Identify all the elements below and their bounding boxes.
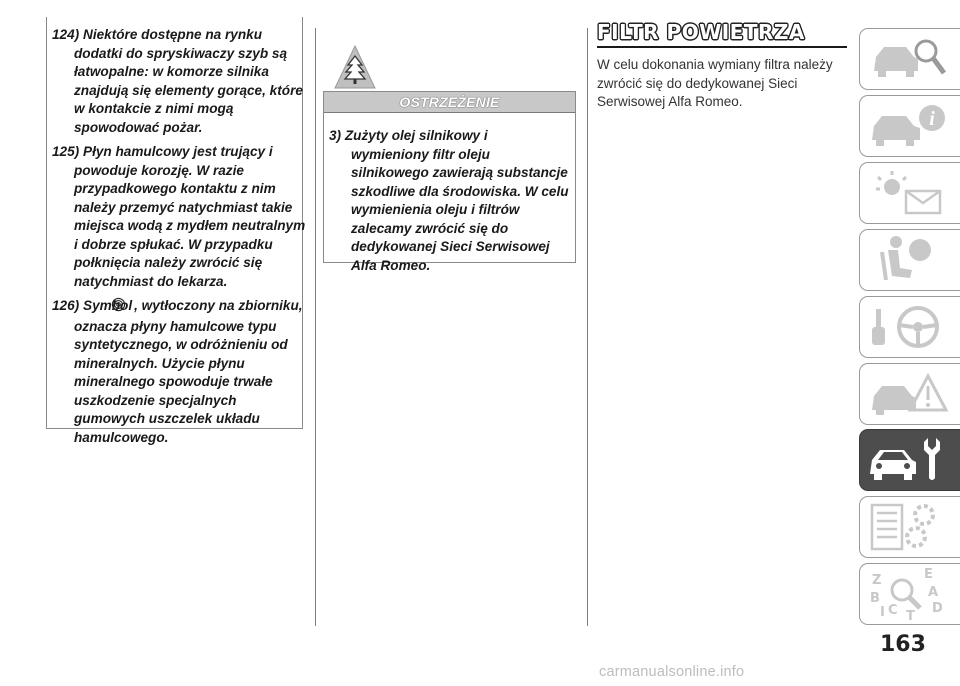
svg-text:B: B	[870, 591, 880, 606]
note-text: Niektóre dostępne na rynku dodatki do spryskiwaczy szyb są łatwopalne: w komorze silnika znajdują się elementy gorące, które w kontakcie z nimi mogą spowodować pożar.	[74, 27, 303, 135]
svg-text:Z: Z	[872, 573, 882, 588]
notes-box	[46, 17, 306, 445]
list-gears-icon	[866, 501, 954, 553]
svg-text:D: D	[932, 601, 943, 616]
svg-text:E: E	[924, 568, 933, 582]
note-text: Symbol	[83, 298, 133, 313]
tab-index[interactable]	[859, 563, 960, 625]
warning-number: 3)	[329, 128, 342, 143]
notes-list	[47, 17, 309, 447]
svg-text:A: A	[928, 585, 939, 600]
note-125	[50, 143, 309, 291]
car-info-icon	[866, 100, 954, 152]
tab-technical-data[interactable]	[859, 496, 960, 558]
svg-text:T: T	[906, 609, 915, 620]
svg-text:C: C	[888, 603, 898, 618]
watermark: carmanualsonline.info	[599, 664, 745, 680]
tab-car-maintenance[interactable]	[859, 429, 960, 491]
tab-car-info[interactable]	[859, 95, 960, 157]
note-number: 125)	[52, 144, 80, 159]
note-number: 124)	[52, 27, 80, 42]
tab-car-warning[interactable]	[859, 363, 960, 425]
note-126	[50, 297, 309, 447]
tab-key-steering[interactable]	[859, 296, 960, 358]
column-divider	[587, 28, 588, 626]
warning-box	[323, 91, 576, 273]
car-warning-triangle-icon	[866, 368, 954, 420]
warning-text	[329, 127, 569, 275]
car-wrench-icon	[866, 434, 954, 486]
tab-airbag-seat[interactable]	[859, 229, 960, 291]
warning-body: Zużyty olej silnikowy i wymieniony filtr oleju silnikowego zawierają substancje szkodliwe dla środowiska. W celu wymienienia oleju i filtrów zalecamy zwrócić się do dedykowanej Sieci Serwisowej Alfa Romeo.	[344, 128, 569, 273]
note-124	[50, 26, 309, 137]
svg-text:I: I	[880, 605, 885, 620]
warning-title-bar	[324, 92, 575, 113]
warning-light-message-icon	[866, 167, 954, 219]
note-text: , wytłoczony na zbiorniku, oznacza płyny hamulcowe typu syntetycznego, w odróżnieniu od mineralnych. Użycie płynu mineralnego spowoduje trwałe uszkodzenie specjalnych gumowych uszczelek układu hamulcowego.	[74, 298, 303, 445]
section-body: W celu dokonania wymiany filtra należy zwrócić się do dedykowanej Sieci Serwisowej Alfa Romeo.	[597, 57, 833, 109]
environment-tree-icon	[333, 44, 377, 95]
car-search-icon	[866, 33, 954, 85]
warning-title: OSTRZEŻENIE	[399, 94, 500, 110]
page-number: 163	[880, 632, 926, 657]
tab-warning-lights[interactable]	[859, 162, 960, 224]
tab-car-search[interactable]	[859, 28, 960, 90]
note-text: Płyn hamulcowy jest trujący i powoduje korozję. W razie przypadkowego kontaktu z nim należy przemyć natychmiast takie miejsca wodą z mydłem neutralnym i dobrze spłukać. W przypadku połknięcia należy zwrócić się natychmiast do lekarza.	[74, 144, 306, 289]
column-divider	[315, 28, 316, 626]
note-number: 126)	[52, 298, 80, 313]
airbag-seat-icon	[866, 234, 954, 286]
section-heading: FILTR POWIETRZA	[597, 20, 847, 48]
alphabet-index-icon	[866, 568, 954, 620]
key-steering-wheel-icon	[866, 301, 954, 353]
svg-text:i: i	[929, 108, 935, 130]
